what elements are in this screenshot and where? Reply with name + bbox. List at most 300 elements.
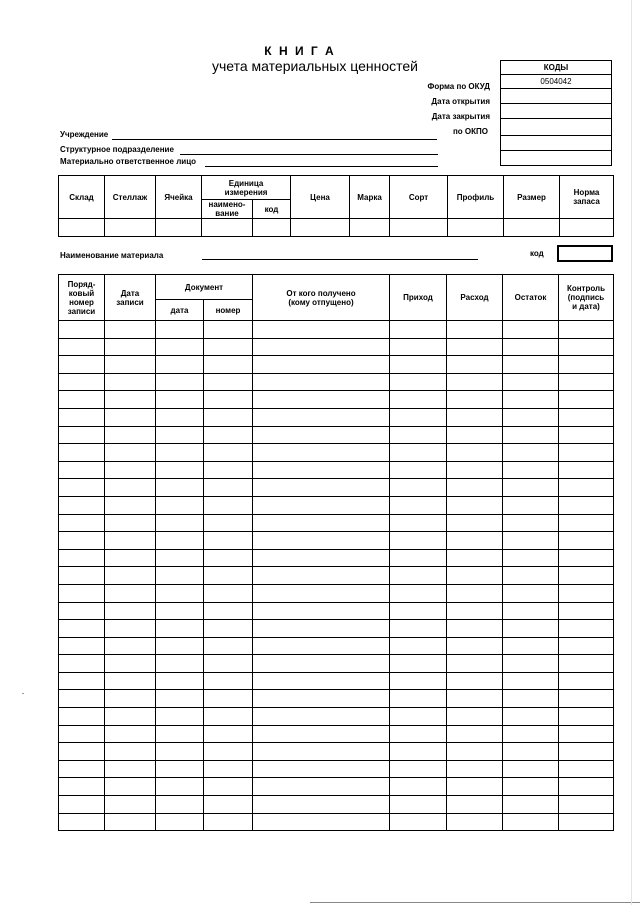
from-entry-cell[interactable] (253, 813, 390, 831)
control-entry-cell[interactable] (559, 690, 614, 708)
date-entry-cell[interactable] (105, 444, 156, 462)
seq-entry-cell[interactable] (59, 338, 105, 356)
control-entry-cell[interactable] (559, 655, 614, 673)
expense-entry-cell[interactable] (447, 479, 503, 497)
doc-number-entry-cell[interactable] (204, 356, 253, 374)
from-entry-cell[interactable] (253, 637, 390, 655)
income-entry-cell[interactable] (390, 637, 447, 655)
table-row (59, 813, 614, 831)
seq-entry-cell[interactable] (59, 514, 105, 532)
expense-entry-cell[interactable] (447, 743, 503, 761)
doc-date-entry-cell[interactable] (156, 637, 204, 655)
from-entry-cell[interactable] (253, 690, 390, 708)
expense-entry-cell[interactable] (447, 760, 503, 778)
balance-entry-cell[interactable] (503, 514, 559, 532)
seq-entry-cell[interactable] (59, 567, 105, 585)
seq-entry-cell[interactable] (59, 356, 105, 374)
doc-number-entry-cell[interactable] (204, 567, 253, 585)
doc-date-entry-cell[interactable] (156, 672, 204, 690)
header-seq (59, 275, 105, 321)
doc-date-entry-cell[interactable] (156, 708, 204, 726)
balance-entry-cell[interactable] (503, 461, 559, 479)
from-entry-cell[interactable] (253, 532, 390, 550)
balance-entry-cell[interactable] (503, 655, 559, 673)
doc-number-entry-cell[interactable] (204, 496, 253, 514)
from-entry-cell[interactable] (253, 655, 390, 673)
expense-entry-cell[interactable] (447, 356, 503, 374)
control-entry-cell[interactable] (559, 479, 614, 497)
material-line[interactable] (202, 259, 478, 260)
date-entry-cell[interactable] (105, 373, 156, 391)
institution-label: Учреждение (60, 130, 109, 139)
price-cell[interactable] (291, 219, 350, 237)
expense-entry-cell[interactable] (447, 584, 503, 602)
header-doc-date: дата (156, 300, 204, 321)
income-entry-cell[interactable] (390, 356, 447, 374)
expense-entry-cell[interactable] (447, 391, 503, 409)
date-entry-cell[interactable] (105, 514, 156, 532)
header-rack: Стеллаж (105, 176, 156, 219)
material-code-box[interactable] (557, 245, 613, 262)
date-entry-cell[interactable] (105, 532, 156, 550)
date-entry-cell[interactable] (105, 813, 156, 831)
date-entry-cell[interactable] (105, 479, 156, 497)
seq-entry-cell[interactable] (59, 725, 105, 743)
expense-entry-cell[interactable] (447, 602, 503, 620)
balance-entry-cell[interactable] (503, 725, 559, 743)
expense-entry-cell[interactable] (447, 426, 503, 444)
from-entry-cell[interactable] (253, 760, 390, 778)
doc-date-entry-cell[interactable] (156, 426, 204, 444)
date-entry-cell[interactable] (105, 567, 156, 585)
doc-date-entry-cell[interactable] (156, 778, 204, 796)
control-entry-cell[interactable] (559, 426, 614, 444)
expense-entry-cell[interactable] (447, 532, 503, 550)
from-entry-cell[interactable] (253, 426, 390, 444)
balance-entry-cell[interactable] (503, 496, 559, 514)
from-entry-cell[interactable] (253, 391, 390, 409)
doc-date-entry-cell[interactable] (156, 514, 204, 532)
control-entry-cell[interactable] (559, 356, 614, 374)
income-entry-cell[interactable] (390, 479, 447, 497)
doc-date-entry-cell[interactable] (156, 532, 204, 550)
balance-entry-cell[interactable] (503, 620, 559, 638)
doc-number-entry-cell[interactable] (204, 338, 253, 356)
date-entry-cell[interactable] (105, 356, 156, 374)
cell-cell[interactable] (156, 219, 202, 237)
balance-entry-cell[interactable] (503, 391, 559, 409)
control-entry-cell[interactable] (559, 373, 614, 391)
doc-number-entry-cell[interactable] (204, 708, 253, 726)
control-entry-cell[interactable] (559, 778, 614, 796)
income-entry-cell[interactable] (390, 532, 447, 550)
doc-date-entry-cell[interactable] (156, 602, 204, 620)
control-entry-cell[interactable] (559, 496, 614, 514)
control-entry-cell[interactable] (559, 620, 614, 638)
doc-number-entry-cell[interactable] (204, 426, 253, 444)
open-date-cell[interactable] (501, 89, 612, 104)
income-entry-cell[interactable] (390, 743, 447, 761)
seq-entry-cell[interactable] (59, 532, 105, 550)
date-entry-cell[interactable] (105, 408, 156, 426)
balance-entry-cell[interactable] (503, 813, 559, 831)
doc-date-entry-cell[interactable] (156, 479, 204, 497)
doc-number-entry-cell[interactable] (204, 373, 253, 391)
doc-number-entry-cell[interactable] (204, 408, 253, 426)
control-entry-cell[interactable] (559, 602, 614, 620)
balance-entry-cell[interactable] (503, 672, 559, 690)
control-entry-cell[interactable] (559, 532, 614, 550)
control-entry-cell[interactable] (559, 567, 614, 585)
income-entry-cell[interactable] (390, 373, 447, 391)
brand-cell[interactable] (350, 219, 390, 237)
header-from-line1: От кого получено (286, 288, 356, 298)
date-entry-cell[interactable] (105, 602, 156, 620)
date-entry-cell[interactable] (105, 655, 156, 673)
doc-number-entry-cell[interactable] (204, 672, 253, 690)
seq-entry-cell[interactable] (59, 672, 105, 690)
seq-entry-cell[interactable] (59, 760, 105, 778)
seq-entry-cell[interactable] (59, 778, 105, 796)
material-label: Наименование материала (60, 251, 164, 260)
expense-entry-cell[interactable] (447, 373, 503, 391)
seq-entry-cell[interactable] (59, 796, 105, 814)
profile-cell[interactable] (448, 219, 504, 237)
expense-entry-cell[interactable] (447, 408, 503, 426)
doc-date-entry-cell[interactable] (156, 356, 204, 374)
size-cell[interactable] (504, 219, 560, 237)
from-entry-cell[interactable] (253, 496, 390, 514)
header-from (253, 275, 390, 321)
table-row (59, 655, 614, 673)
income-entry-cell[interactable] (390, 813, 447, 831)
from-entry-cell[interactable] (253, 373, 390, 391)
date-entry-cell[interactable] (105, 725, 156, 743)
from-entry-cell[interactable] (253, 725, 390, 743)
from-entry-cell[interactable] (253, 356, 390, 374)
control-entry-cell[interactable] (559, 637, 614, 655)
expense-entry-cell[interactable] (447, 725, 503, 743)
seq-entry-cell[interactable] (59, 391, 105, 409)
doc-date-entry-cell[interactable] (156, 408, 204, 426)
balance-entry-cell[interactable] (503, 778, 559, 796)
seq-entry-cell[interactable] (59, 743, 105, 761)
header-seq-line1: Поряд- (67, 279, 96, 289)
table-row (59, 567, 614, 585)
doc-date-entry-cell[interactable] (156, 796, 204, 814)
from-entry-cell[interactable] (253, 321, 390, 339)
from-entry-cell[interactable] (253, 602, 390, 620)
date-entry-cell[interactable] (105, 426, 156, 444)
income-entry-cell[interactable] (390, 690, 447, 708)
seq-entry-cell[interactable] (59, 479, 105, 497)
income-entry-cell[interactable] (390, 567, 447, 585)
expense-entry-cell[interactable] (447, 321, 503, 339)
balance-entry-cell[interactable] (503, 760, 559, 778)
expense-entry-cell[interactable] (447, 708, 503, 726)
income-entry-cell[interactable] (390, 408, 447, 426)
seq-entry-cell[interactable] (59, 426, 105, 444)
control-entry-cell[interactable] (559, 584, 614, 602)
expense-entry-cell[interactable] (447, 567, 503, 585)
expense-entry-cell[interactable] (447, 813, 503, 831)
unit-name-cell[interactable] (202, 219, 253, 237)
income-entry-cell[interactable] (390, 514, 447, 532)
control-entry-cell[interactable] (559, 444, 614, 462)
seq-entry-cell[interactable] (59, 584, 105, 602)
doc-number-entry-cell[interactable] (204, 391, 253, 409)
expense-entry-cell[interactable] (447, 496, 503, 514)
expense-entry-cell[interactable] (447, 637, 503, 655)
control-entry-cell[interactable] (559, 391, 614, 409)
doc-number-entry-cell[interactable] (204, 690, 253, 708)
doc-date-entry-cell[interactable] (156, 690, 204, 708)
doc-number-entry-cell[interactable] (204, 549, 253, 567)
close-date-cell[interactable] (501, 104, 612, 119)
expense-entry-cell[interactable] (447, 796, 503, 814)
income-entry-cell[interactable] (390, 725, 447, 743)
doc-number-entry-cell[interactable] (204, 637, 253, 655)
doc-date-entry-cell[interactable] (156, 549, 204, 567)
date-entry-cell[interactable] (105, 690, 156, 708)
income-entry-cell[interactable] (390, 796, 447, 814)
income-entry-cell[interactable] (390, 444, 447, 462)
balance-entry-cell[interactable] (503, 708, 559, 726)
balance-entry-cell[interactable] (503, 444, 559, 462)
doc-number-entry-cell[interactable] (204, 796, 253, 814)
doc-date-entry-cell[interactable] (156, 391, 204, 409)
seq-entry-cell[interactable] (59, 655, 105, 673)
date-entry-cell[interactable] (105, 461, 156, 479)
balance-entry-cell[interactable] (503, 356, 559, 374)
income-entry-cell[interactable] (390, 655, 447, 673)
date-entry-cell[interactable] (105, 584, 156, 602)
seq-entry-cell[interactable] (59, 461, 105, 479)
balance-entry-cell[interactable] (503, 602, 559, 620)
doc-number-entry-cell[interactable] (204, 479, 253, 497)
date-entry-cell[interactable] (105, 637, 156, 655)
income-entry-cell[interactable] (390, 760, 447, 778)
date-entry-cell[interactable] (105, 321, 156, 339)
seq-entry-cell[interactable] (59, 813, 105, 831)
expense-entry-cell[interactable] (447, 672, 503, 690)
from-entry-cell[interactable] (253, 567, 390, 585)
doc-date-entry-cell[interactable] (156, 444, 204, 462)
open-date-label: Дата открытия (431, 97, 490, 106)
from-entry-cell[interactable] (253, 796, 390, 814)
from-entry-cell[interactable] (253, 444, 390, 462)
from-entry-cell[interactable] (253, 408, 390, 426)
doc-date-entry-cell[interactable] (156, 567, 204, 585)
income-entry-cell[interactable] (390, 321, 447, 339)
subdivision-label: Структурное подразделение (60, 145, 174, 154)
doc-date-entry-cell[interactable] (156, 725, 204, 743)
balance-entry-cell[interactable] (503, 584, 559, 602)
doc-date-entry-cell[interactable] (156, 655, 204, 673)
table-row (59, 584, 614, 602)
date-entry-cell[interactable] (105, 708, 156, 726)
code-cell-1[interactable] (501, 136, 612, 151)
subdivision-line[interactable] (180, 154, 438, 155)
expense-entry-cell[interactable] (447, 338, 503, 356)
balance-entry-cell[interactable] (503, 479, 559, 497)
date-entry-cell[interactable] (105, 778, 156, 796)
expense-entry-cell[interactable] (447, 778, 503, 796)
balance-entry-cell[interactable] (503, 373, 559, 391)
balance-entry-cell[interactable] (503, 549, 559, 567)
doc-number-entry-cell[interactable] (204, 620, 253, 638)
income-entry-cell[interactable] (390, 584, 447, 602)
expense-entry-cell[interactable] (447, 461, 503, 479)
doc-date-entry-cell[interactable] (156, 813, 204, 831)
balance-entry-cell[interactable] (503, 338, 559, 356)
doc-date-entry-cell[interactable] (156, 321, 204, 339)
control-entry-cell[interactable] (559, 321, 614, 339)
date-entry-cell[interactable] (105, 620, 156, 638)
balance-entry-cell[interactable] (503, 321, 559, 339)
book-subtitle: учета материальных ценностей (212, 58, 418, 74)
seq-entry-cell[interactable] (59, 620, 105, 638)
doc-number-entry-cell[interactable] (204, 760, 253, 778)
date-entry-cell[interactable] (105, 672, 156, 690)
seq-entry-cell[interactable] (59, 496, 105, 514)
doc-date-entry-cell[interactable] (156, 338, 204, 356)
doc-date-entry-cell[interactable] (156, 496, 204, 514)
doc-date-entry-cell[interactable] (156, 584, 204, 602)
date-entry-cell[interactable] (105, 496, 156, 514)
okpo-code-cell[interactable] (501, 119, 612, 136)
control-entry-cell[interactable] (559, 760, 614, 778)
header-seq-line4: записи (67, 306, 96, 316)
control-entry-cell[interactable] (559, 461, 614, 479)
doc-number-entry-cell[interactable] (204, 725, 253, 743)
seq-entry-cell[interactable] (59, 408, 105, 426)
seq-entry-cell[interactable] (59, 321, 105, 339)
from-entry-cell[interactable] (253, 514, 390, 532)
code-cell-2[interactable] (501, 151, 612, 166)
control-entry-cell[interactable] (559, 796, 614, 814)
seq-entry-cell[interactable] (59, 444, 105, 462)
income-entry-cell[interactable] (390, 426, 447, 444)
date-entry-cell[interactable] (105, 338, 156, 356)
control-entry-cell[interactable] (559, 725, 614, 743)
income-entry-cell[interactable] (390, 602, 447, 620)
control-entry-cell[interactable] (559, 514, 614, 532)
doc-number-entry-cell[interactable] (204, 461, 253, 479)
balance-entry-cell[interactable] (503, 796, 559, 814)
seq-entry-cell[interactable] (59, 690, 105, 708)
control-entry-cell[interactable] (559, 338, 614, 356)
expense-entry-cell[interactable] (447, 444, 503, 462)
from-entry-cell[interactable] (253, 708, 390, 726)
expense-entry-cell[interactable] (447, 620, 503, 638)
income-entry-cell[interactable] (390, 461, 447, 479)
expense-entry-cell[interactable] (447, 549, 503, 567)
warehouse-cell[interactable] (59, 219, 105, 237)
control-entry-cell[interactable] (559, 708, 614, 726)
seq-entry-cell[interactable] (59, 708, 105, 726)
doc-date-entry-cell[interactable] (156, 743, 204, 761)
doc-number-entry-cell[interactable] (204, 584, 253, 602)
balance-entry-cell[interactable] (503, 408, 559, 426)
from-entry-cell[interactable] (253, 620, 390, 638)
balance-entry-cell[interactable] (503, 532, 559, 550)
unit-code-cell[interactable] (253, 219, 291, 237)
income-entry-cell[interactable] (390, 496, 447, 514)
income-entry-cell[interactable] (390, 778, 447, 796)
doc-number-entry-cell[interactable] (204, 813, 253, 831)
balance-entry-cell[interactable] (503, 690, 559, 708)
from-entry-cell[interactable] (253, 461, 390, 479)
doc-date-entry-cell[interactable] (156, 461, 204, 479)
balance-entry-cell[interactable] (503, 426, 559, 444)
from-entry-cell[interactable] (253, 743, 390, 761)
from-entry-cell[interactable] (253, 549, 390, 567)
expense-entry-cell[interactable] (447, 655, 503, 673)
seq-entry-cell[interactable] (59, 602, 105, 620)
control-entry-cell[interactable] (559, 743, 614, 761)
norm-cell[interactable] (560, 219, 614, 237)
control-entry-cell[interactable] (559, 408, 614, 426)
from-entry-cell[interactable] (253, 778, 390, 796)
expense-entry-cell[interactable] (447, 514, 503, 532)
date-entry-cell[interactable] (105, 391, 156, 409)
grade-cell[interactable] (390, 219, 448, 237)
date-entry-cell[interactable] (105, 796, 156, 814)
seq-entry-cell[interactable] (59, 373, 105, 391)
doc-date-entry-cell[interactable] (156, 373, 204, 391)
from-entry-cell[interactable] (253, 338, 390, 356)
doc-number-entry-cell[interactable] (204, 778, 253, 796)
date-entry-cell[interactable] (105, 743, 156, 761)
from-entry-cell[interactable] (253, 584, 390, 602)
doc-number-entry-cell[interactable] (204, 532, 253, 550)
seq-entry-cell[interactable] (59, 549, 105, 567)
balance-entry-cell[interactable] (503, 743, 559, 761)
table-row (59, 426, 614, 444)
doc-number-entry-cell[interactable] (204, 655, 253, 673)
income-entry-cell[interactable] (390, 391, 447, 409)
doc-date-entry-cell[interactable] (156, 760, 204, 778)
income-entry-cell[interactable] (390, 338, 447, 356)
date-entry-cell[interactable] (105, 549, 156, 567)
control-entry-cell[interactable] (559, 813, 614, 831)
doc-number-entry-cell[interactable] (204, 321, 253, 339)
doc-date-entry-cell[interactable] (156, 620, 204, 638)
doc-number-entry-cell[interactable] (204, 743, 253, 761)
balance-entry-cell[interactable] (503, 567, 559, 585)
income-entry-cell[interactable] (390, 549, 447, 567)
income-entry-cell[interactable] (390, 708, 447, 726)
rack-cell[interactable] (105, 219, 156, 237)
expense-entry-cell[interactable] (447, 690, 503, 708)
institution-line[interactable] (112, 139, 437, 140)
from-entry-cell[interactable] (253, 672, 390, 690)
balance-entry-cell[interactable] (503, 637, 559, 655)
from-entry-cell[interactable] (253, 479, 390, 497)
doc-number-entry-cell[interactable] (204, 444, 253, 462)
income-entry-cell[interactable] (390, 672, 447, 690)
responsible-line[interactable] (205, 166, 438, 167)
table-row (59, 549, 614, 567)
doc-number-entry-cell[interactable] (204, 602, 253, 620)
income-entry-cell[interactable] (390, 620, 447, 638)
doc-number-entry-cell[interactable] (204, 514, 253, 532)
control-entry-cell[interactable] (559, 549, 614, 567)
date-entry-cell[interactable] (105, 760, 156, 778)
control-entry-cell[interactable] (559, 672, 614, 690)
seq-entry-cell[interactable] (59, 637, 105, 655)
